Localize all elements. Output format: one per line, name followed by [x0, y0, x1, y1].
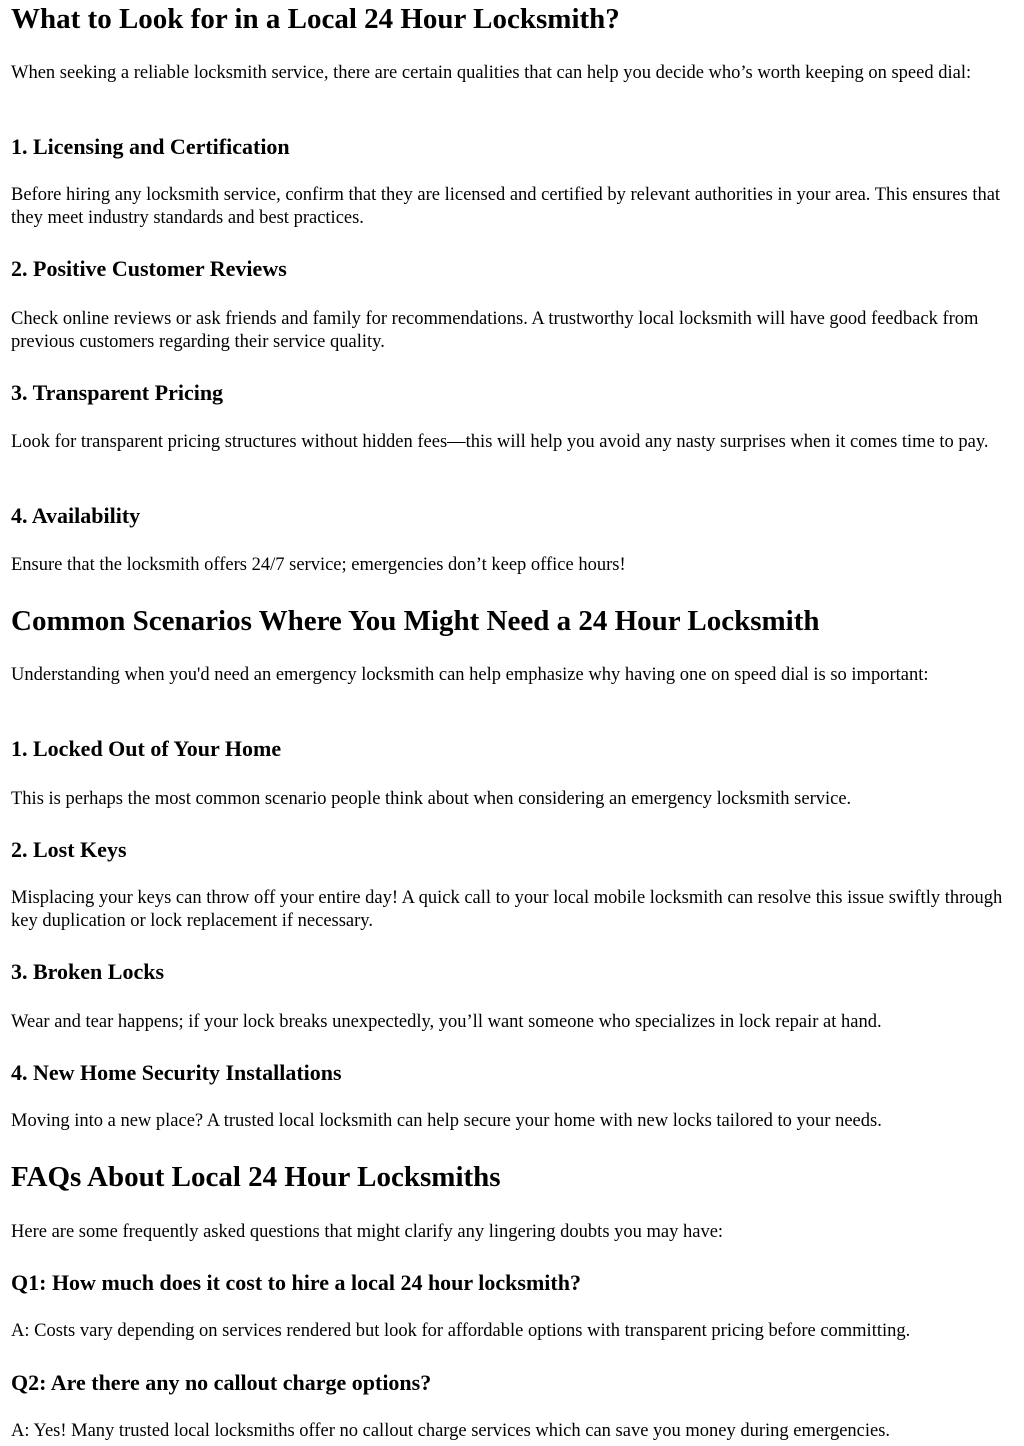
item-text-broken-locks: Wear and tear happens; if your lock breaks unexpectedly, you’ll want someone who specializes in lock repair at hand. — [11, 1012, 882, 1032]
faq-answer-cost: A: Costs vary depending on services rendered but look for affordable options with transparent pricing before committing. — [11, 1321, 911, 1341]
item-heading-lost-keys: 2. Lost Keys — [11, 837, 127, 862]
section-intro: When seeking a reliable locksmith service, there are certain qualities that can help you decide who’s worth keeping on speed dial: — [11, 63, 972, 83]
section-title-what-to-look-for: What to Look for in a Local 24 Hour Locksmith? — [11, 3, 620, 35]
item-text-availability: Ensure that the locksmith offers 24/7 service; emergencies don’t keep office hours! — [11, 555, 626, 575]
item-text-locked-out: This is perhaps the most common scenario people think about when considering an emergency locksmith service. — [11, 789, 852, 809]
item-heading-pricing: 3. Transparent Pricing — [11, 380, 224, 405]
faq-answer-callout: A: Yes! Many trusted local locksmiths offer no callout charge services which can save you money during emergencies. — [11, 1421, 891, 1441]
faq-question-cost: Q1: How much does it cost to hire a local 24 hour locksmith? — [11, 1270, 581, 1295]
item-heading-broken-locks: 3. Broken Locks — [11, 959, 165, 984]
item-heading-licensing: 1. Licensing and Certification — [11, 134, 290, 159]
item-heading-locked-out: 1. Locked Out of Your Home — [11, 736, 282, 761]
section-intro: Here are some frequently asked questions that might clarify any lingering doubts you may have: — [11, 1222, 724, 1242]
item-text-lost-keys: Misplacing your keys can throw off your entire day! A quick call to your local mobile locksmith can resolve this issue swiftly through key duplication or lock replacement if necessary. — [11, 888, 1003, 931]
item-heading-security-installations: 4. New Home Security Installations — [11, 1060, 342, 1085]
faq-question-callout: Q2: Are there any no callout charge options? — [11, 1370, 432, 1395]
item-text-reviews: Check online reviews or ask friends and family for recommendations. A trustworthy local locksmith will have good feedback from previous customers regarding their service quality. — [11, 309, 979, 352]
section-title-common-scenarios: Common Scenarios Where You Might Need a 24 Hour Locksmith — [11, 605, 820, 637]
item-heading-reviews: 2. Positive Customer Reviews — [11, 256, 287, 281]
item-text-licensing: Before hiring any locksmith service, confirm that they are licensed and certified by relevant authorities in your area. This ensures that they meet industry standards and best practices. — [11, 185, 1001, 228]
item-text-security-installations: Moving into a new place? A trusted local locksmith can help secure your home with new locks tailored to your needs. — [11, 1111, 882, 1131]
item-text-pricing: Look for transparent pricing structures without hidden fees—this will help you avoid any nasty surprises when it comes time to pay. — [11, 432, 989, 452]
item-heading-availability: 4. Availability — [11, 503, 141, 528]
section-title-faqs: FAQs About Local 24 Hour Locksmiths — [11, 1161, 501, 1193]
section-intro: Understanding when you'd need an emergency locksmith can help emphasize why having one on speed dial is so important: — [11, 665, 929, 685]
